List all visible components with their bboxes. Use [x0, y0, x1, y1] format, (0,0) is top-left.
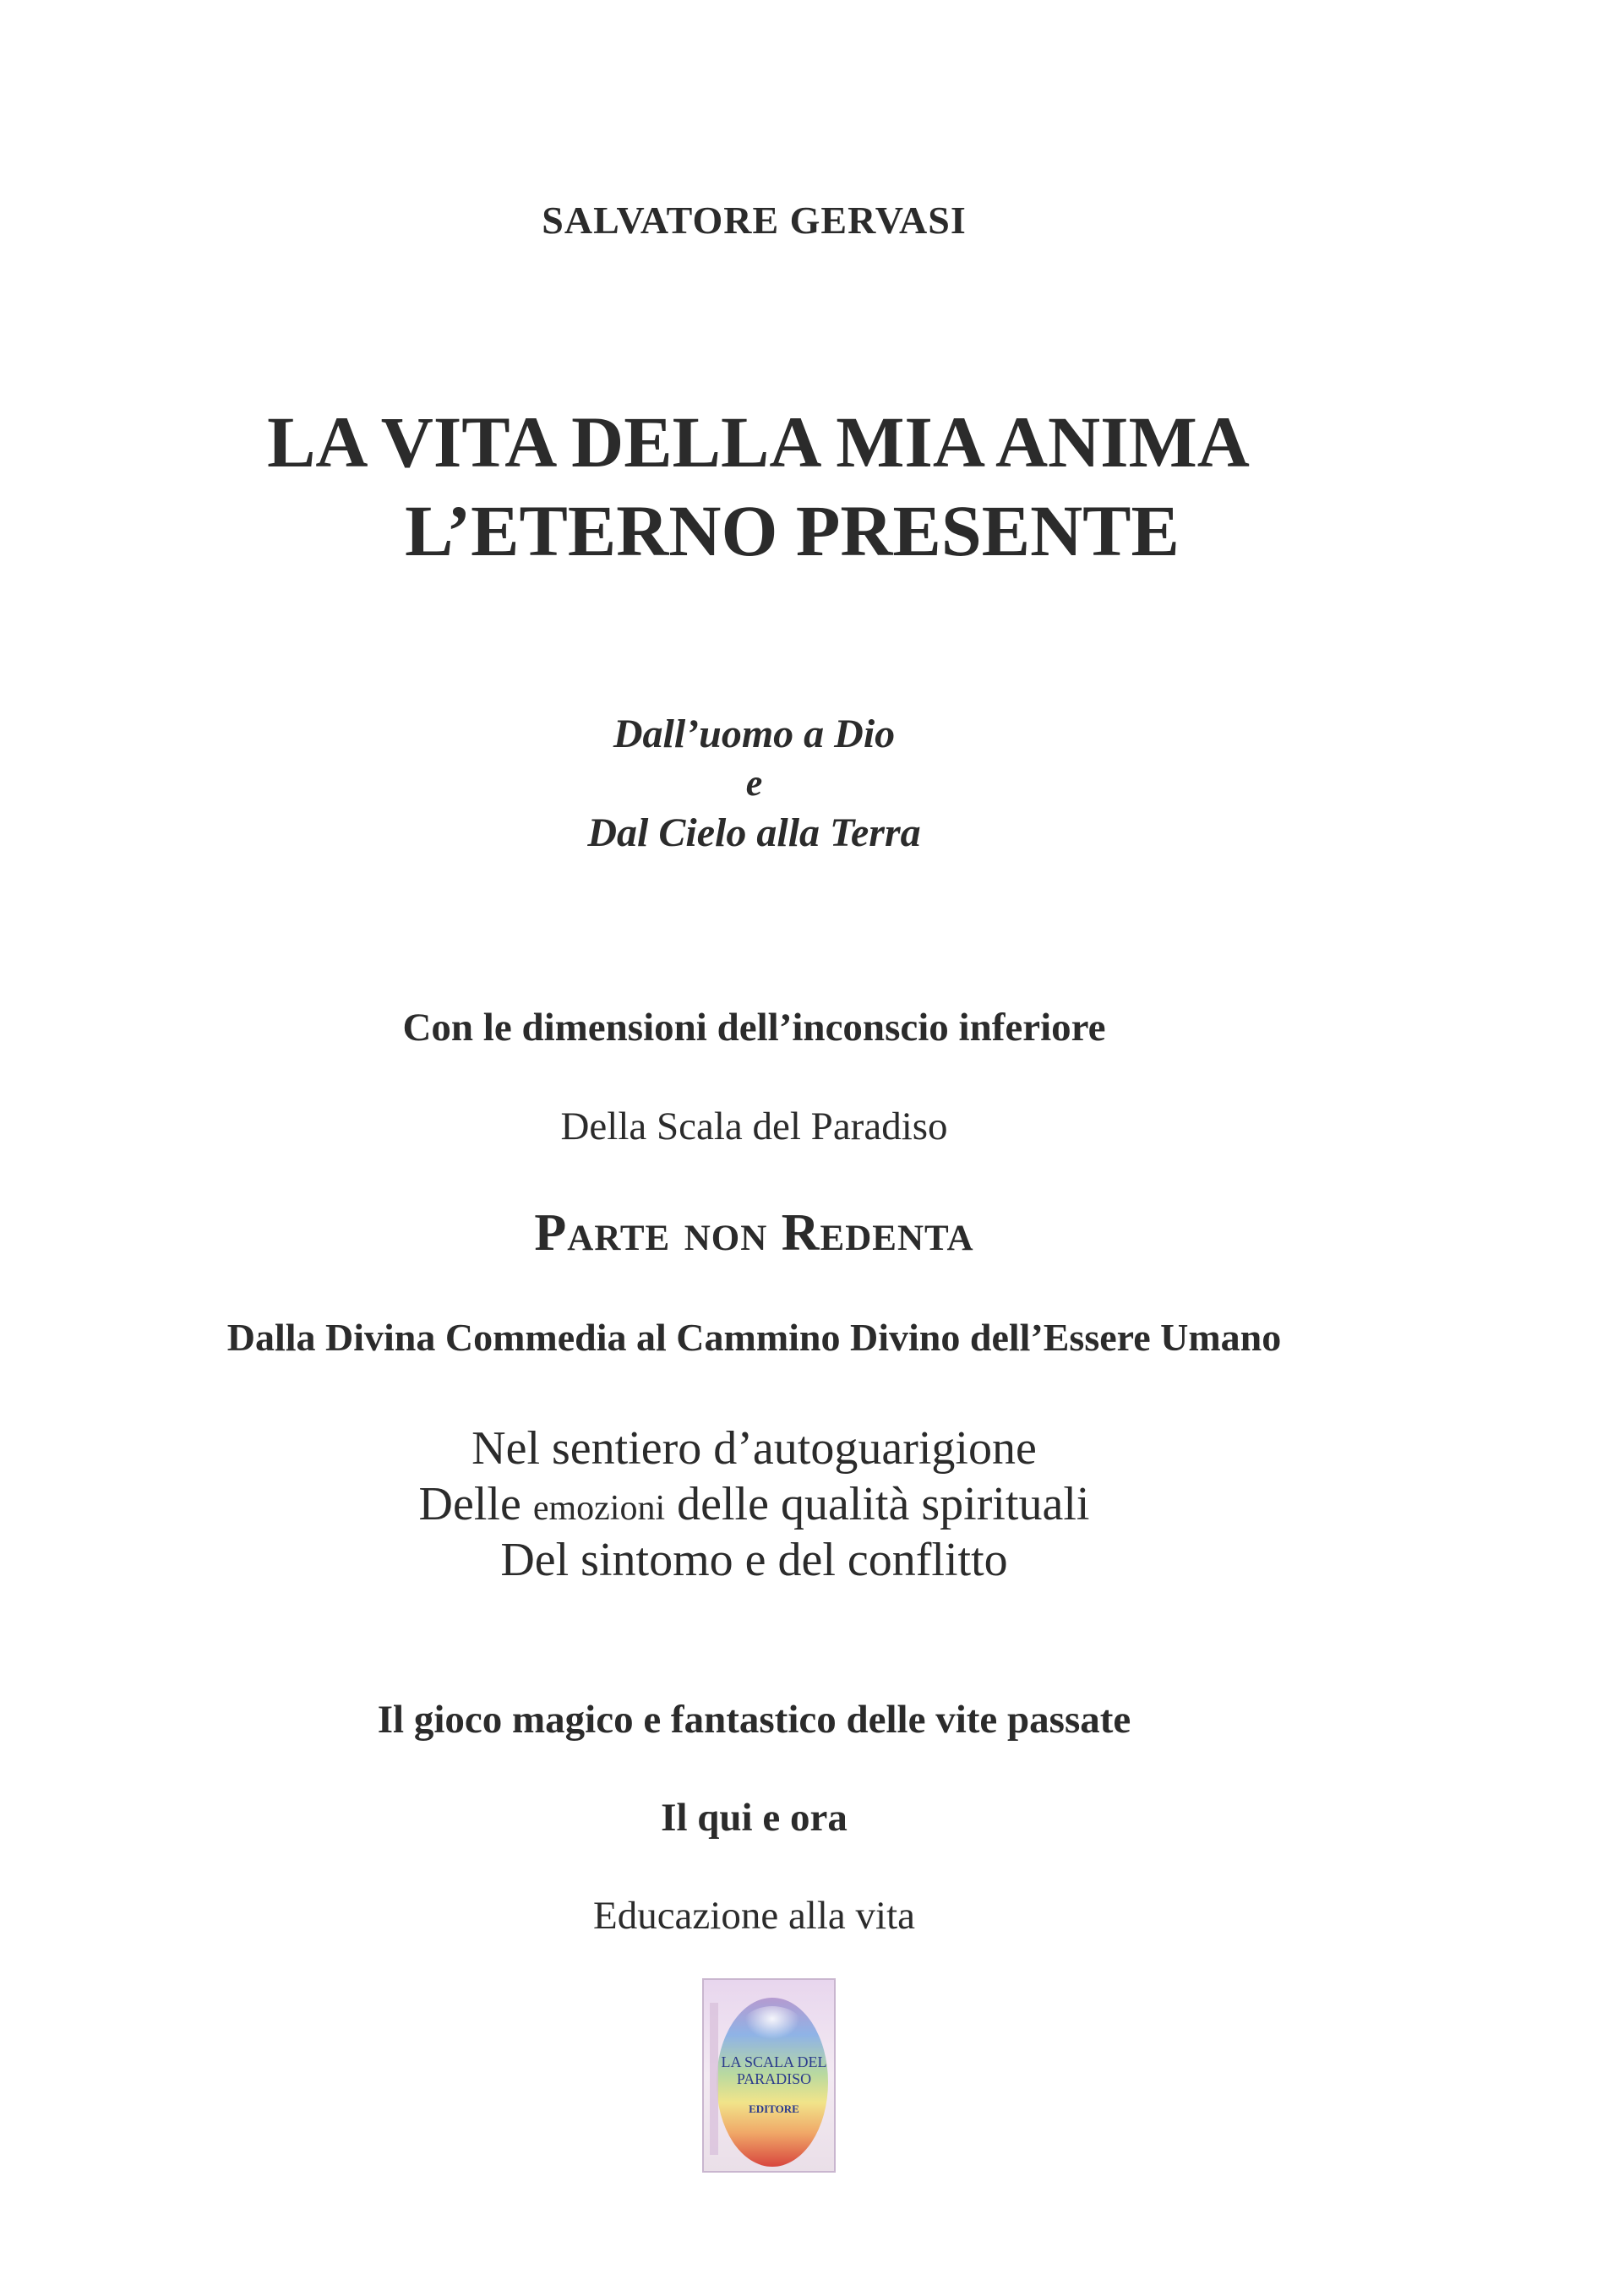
sentiero-line-2-start: Delle: [418, 1478, 533, 1530]
educazione-line: Educazione alla vita: [592, 1894, 916, 1938]
author-name: SALVATORE GERVASI: [542, 199, 967, 242]
logo-glow: [739, 2006, 806, 2057]
logo-text-line-1: LA SCALA DEL: [721, 2053, 827, 2070]
subtitle-line-3: Dal Cielo alla Terra: [587, 810, 921, 855]
logo-text-line-2: PARADISO: [736, 2070, 812, 2087]
commedia-line: Dalla Divina Commedia al Cammino Divino dell’Essere Umano: [226, 1316, 1282, 1359]
logo-side-strip: [710, 2003, 718, 2155]
sentiero-line-2-end: delle qualità spirituali: [665, 1478, 1090, 1530]
sentiero-line-2: [0, 1478, 1508, 1530]
book-title-line-2: L’ETERNO PRESENTE: [405, 490, 1180, 571]
sentiero-line-2-small-word: emozioni: [532, 1489, 666, 1528]
dimensions-line: Con le dimensioni dell’inconscio inferiore: [402, 1006, 1106, 1050]
sentiero-line-1: Nel sentiero d’autoguarigione: [471, 1422, 1037, 1475]
publisher-logo: [701, 1977, 837, 2173]
gioco-line: Il gioco magico e fantastico delle vite passate: [377, 1698, 1131, 1742]
qui-line: Il qui e ora: [661, 1796, 848, 1840]
subtitle-line-2: e: [745, 762, 763, 804]
sentiero-line-3: Del sintomo e del conflitto: [500, 1534, 1008, 1586]
part-heading: Parte non Redenta: [534, 1204, 974, 1262]
book-title-line-1: LA VITA DELLA MIA ANIMA: [267, 401, 1250, 483]
logo-text-line-3: EDITORE: [749, 2102, 799, 2115]
subtitle-line-1: Dall’uomo a Dio: [613, 712, 896, 756]
scala-line: Della Scala del Paradiso: [560, 1104, 948, 1148]
